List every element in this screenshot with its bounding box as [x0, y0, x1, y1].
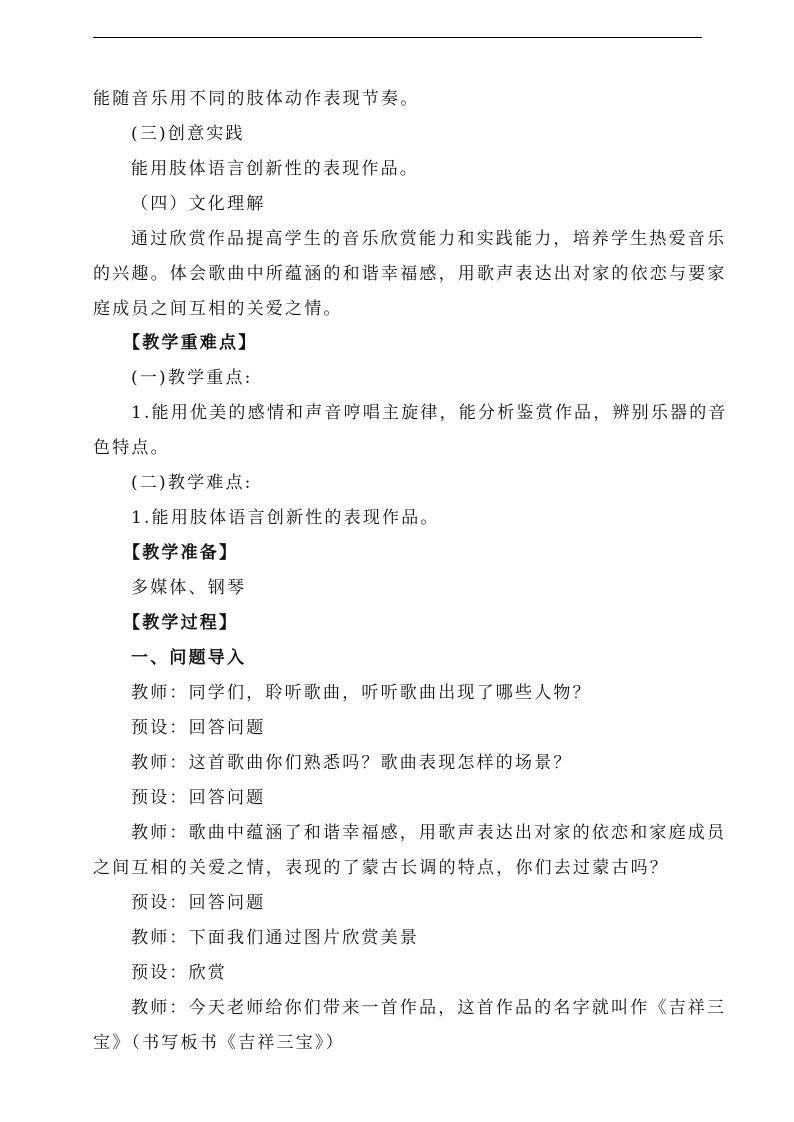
- dialogue-line: 教师：这首歌曲你们熟悉吗？歌曲表现怎样的场景？: [131, 753, 573, 773]
- subsection-heading: (一)教学重点:: [131, 368, 253, 388]
- body-line: 多媒体、钢琴: [131, 578, 247, 598]
- section-heading: (三)创意实践: [131, 124, 245, 144]
- dialogue-line: 教师：同学们，聆听歌曲，听听歌曲出现了哪些人物？: [131, 683, 592, 703]
- dialogue-line: 预设：回答问题: [131, 718, 266, 738]
- dialogue-line: 预设：欣赏: [131, 963, 227, 983]
- body-line: 通过欣赏作品提高学生的音乐欣赏能力和实践能力，培养学生热爱音乐: [131, 229, 727, 249]
- body-line: 色特点。: [93, 438, 170, 458]
- dialogue-line: 预设：回答问题: [131, 893, 266, 913]
- body-line: 的兴趣。体会歌曲中所蕴涵的和谐幸福感，用歌声表达出对家的依恋与要家: [93, 264, 727, 284]
- section-title: 【教学重难点】: [123, 333, 258, 353]
- subsection-heading: 一、问题导入: [131, 648, 247, 668]
- body-line: 庭成员之间互相的关爱之情。: [93, 299, 343, 319]
- body-line: 1.能用肢体语言创新性的表现作品。: [131, 508, 440, 528]
- section-title: 【教学准备】: [123, 543, 239, 563]
- dialogue-line: 之间互相的关爱之情，表现的了蒙古长调的特点，你们去过蒙古吗？: [93, 858, 669, 878]
- subsection-heading: (二)教学难点:: [131, 473, 253, 493]
- section-title: 【教学过程】: [123, 613, 239, 633]
- body-line: 1.能用优美的感情和声音哼唱主旋律，能分析鉴赏作品，辨别乐器的音: [131, 403, 728, 423]
- dialogue-line: 教师：歌曲中蕴涵了和谐幸福感，用歌声表达出对家的依恋和家庭成员: [131, 823, 727, 843]
- body-line: 能随音乐用不同的肢体动作表现节奏。: [93, 89, 420, 109]
- dialogue-line: 预设：回答问题: [131, 788, 266, 808]
- dialogue-line: 教师：下面我们通过图片欣赏美景: [131, 928, 419, 948]
- section-heading: （四）文化理解: [131, 194, 266, 214]
- dialogue-line: 教师：今天老师给你们带来一首作品，这首作品的名字就叫作《吉祥三: [131, 998, 727, 1018]
- header-rule: [93, 37, 702, 38]
- body-line: 能用肢体语言创新性的表现作品。: [131, 159, 419, 179]
- dialogue-line: 宝》（书写板书《吉祥三宝》）: [93, 1033, 345, 1053]
